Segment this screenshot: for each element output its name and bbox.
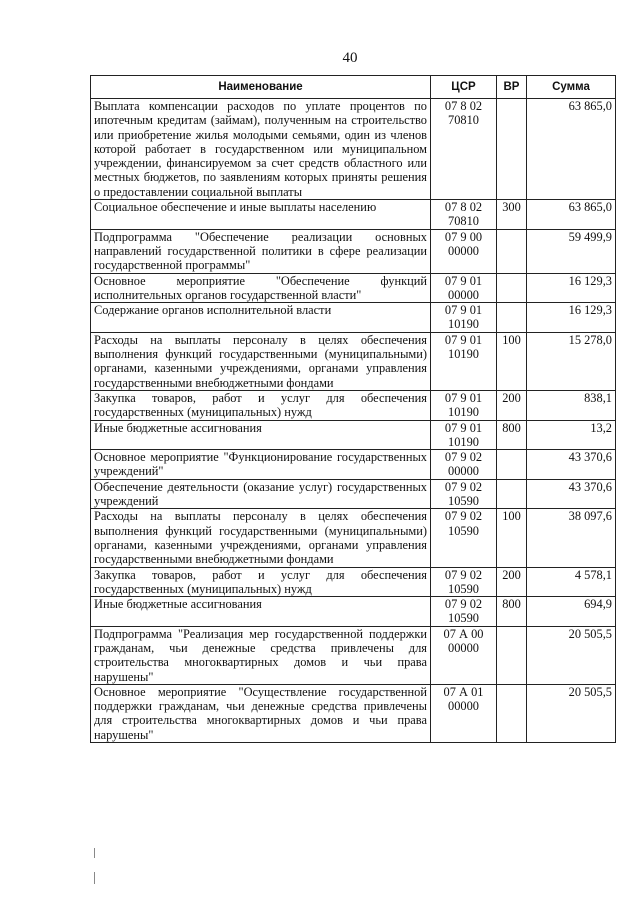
row-sum: 43 370,6 — [527, 479, 616, 509]
row-csr: 07 9 02 10590 — [431, 509, 497, 567]
row-vr — [497, 229, 527, 273]
row-sum: 838,1 — [527, 390, 616, 420]
table-row — [91, 332, 616, 390]
row-vr — [497, 450, 527, 480]
page-number: 40 — [342, 50, 358, 66]
table-row — [91, 684, 616, 742]
row-vr: 800 — [497, 597, 527, 627]
row-csr: 07 9 02 10590 — [431, 479, 497, 509]
row-csr: 07 9 00 00000 — [431, 229, 497, 273]
row-vr: 100 — [497, 509, 527, 567]
row-csr: 07 8 02 70810 — [431, 99, 497, 200]
row-name: Закупка товаров, работ и услуг для обеспечения государственных (муниципальных) нужд — [91, 567, 431, 597]
row-vr: 200 — [497, 390, 527, 420]
table-row — [91, 597, 616, 627]
budget-table — [90, 75, 616, 743]
row-name: Иные бюджетные ассигнования — [91, 420, 431, 450]
table-row — [91, 509, 616, 567]
row-vr — [497, 303, 527, 333]
row-sum: 16 129,3 — [527, 303, 616, 333]
table-row — [91, 479, 616, 509]
table-row — [91, 200, 616, 230]
row-csr: 07 9 01 10190 — [431, 332, 497, 390]
row-csr: 07 А 01 00000 — [431, 684, 497, 742]
row-csr: 07 А 00 00000 — [431, 626, 497, 684]
header-vr: ВР — [497, 76, 527, 99]
row-name: Основное мероприятие "Обеспечение функций исполнительных органов государственной власти" — [91, 273, 431, 303]
row-name: Расходы на выплаты персоналу в целях обеспечения выполнения функций государственными (муниципальными) органами, казенными учреждениями, органами управления государственными внебюджетными фондами — [91, 509, 431, 567]
row-sum: 4 578,1 — [527, 567, 616, 597]
row-name: Основное мероприятие "Осуществление государственной поддержки гражданам, чьи денежные средства привлечены для строительства многоквартирных домов и чьи права нарушены" — [91, 684, 431, 742]
row-sum: 694,9 — [527, 597, 616, 627]
table-row — [91, 229, 616, 273]
row-name: Содержание органов исполнительной власти — [91, 303, 431, 333]
row-vr — [497, 99, 527, 200]
row-name: Подпрограмма "Обеспечение реализации основных направлений государственной политики в сфере реализации государственной программы" — [91, 229, 431, 273]
table-row — [91, 303, 616, 333]
header-csr: ЦСР — [431, 76, 497, 99]
row-name: Расходы на выплаты персоналу в целях обеспечения выполнения функций государственными (муниципальными) органами, казенными учреждениями, органами управления государственными внебюджетными фондами — [91, 332, 431, 390]
row-name: Социальное обеспечение и иные выплаты населению — [91, 200, 431, 230]
table-row — [91, 273, 616, 303]
row-vr — [497, 626, 527, 684]
table-row — [91, 390, 616, 420]
scan-margin-mark — [94, 848, 95, 858]
row-sum: 63 865,0 — [527, 200, 616, 230]
row-vr: 100 — [497, 332, 527, 390]
row-csr: 07 9 02 10590 — [431, 597, 497, 627]
row-name: Иные бюджетные ассигнования — [91, 597, 431, 627]
row-sum: 59 499,9 — [527, 229, 616, 273]
row-csr: 07 8 02 70810 — [431, 200, 497, 230]
row-vr — [497, 684, 527, 742]
row-sum: 13,2 — [527, 420, 616, 450]
row-sum: 20 505,5 — [527, 626, 616, 684]
row-sum: 43 370,6 — [527, 450, 616, 480]
row-csr: 07 9 01 00000 — [431, 273, 497, 303]
row-name: Подпрограмма "Реализация мер государственной поддержки гражданам, чьи денежные средства привлечены для строительства многоквартирных домов и чьи права нарушены" — [91, 626, 431, 684]
row-vr — [497, 273, 527, 303]
table-row — [91, 99, 616, 200]
row-sum: 38 097,6 — [527, 509, 616, 567]
row-name: Основное мероприятие "Функционирование государственных учреждений" — [91, 450, 431, 480]
row-vr: 200 — [497, 567, 527, 597]
row-csr: 07 9 02 10590 — [431, 567, 497, 597]
row-csr: 07 9 01 10190 — [431, 303, 497, 333]
header-name: Наименование — [91, 76, 431, 99]
row-sum: 15 278,0 — [527, 332, 616, 390]
table-row — [91, 626, 616, 684]
row-csr: 07 9 01 10190 — [431, 420, 497, 450]
table-row — [91, 420, 616, 450]
header-sum: Сумма — [527, 76, 616, 99]
table-row — [91, 567, 616, 597]
row-sum: 20 505,5 — [527, 684, 616, 742]
row-vr — [497, 479, 527, 509]
table-header-row — [91, 76, 616, 99]
row-vr: 300 — [497, 200, 527, 230]
row-sum: 16 129,3 — [527, 273, 616, 303]
row-name: Выплата компенсации расходов по уплате процентов по ипотечным кредитам (займам), полученным на строительство или приобретение жилья молодыми семьями, один из членов которой работает в государственном или муниципальном учреждении, финансируемом за счет средств областного или местных бюджетов, по заявлениям которых приняты решения о предоставлении социальной выплаты — [91, 99, 431, 200]
row-name: Закупка товаров, работ и услуг для обеспечения государственных (муниципальных) нужд — [91, 390, 431, 420]
scan-margin-mark — [94, 872, 95, 884]
row-csr: 07 9 01 10190 — [431, 390, 497, 420]
table-row — [91, 450, 616, 480]
row-csr: 07 9 02 00000 — [431, 450, 497, 480]
row-name: Обеспечение деятельности (оказание услуг) государственных учреждений — [91, 479, 431, 509]
row-sum: 63 865,0 — [527, 99, 616, 200]
row-vr: 800 — [497, 420, 527, 450]
